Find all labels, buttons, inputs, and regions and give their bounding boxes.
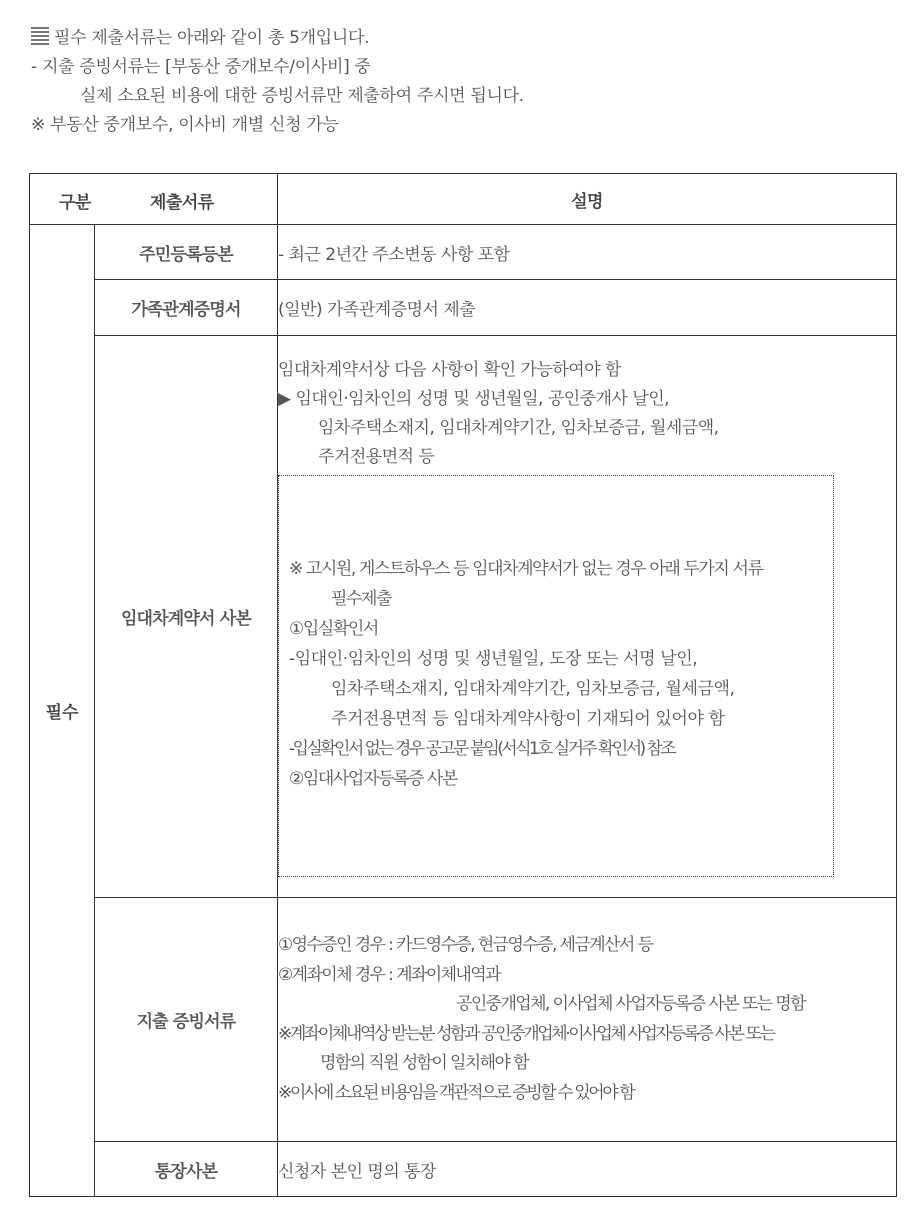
doc-desc-resident-registration: - 최근 2년간 주소변동 사항 포함 — [278, 225, 897, 280]
intro-notes — [31, 24, 891, 140]
desc-line: ※계좌이체내역상 받는분 성함과 공인중개업체·이사업체 사업자등록증 사본 또는 — [278, 1023, 774, 1044]
doc-name-bankbook-copy: 통장사본 — [95, 1142, 278, 1197]
doc-desc-bankbook-copy: 신청자 본인 명의 통장 — [278, 1142, 897, 1197]
notice-line: 필수제출 — [331, 589, 392, 609]
table-header-row — [30, 174, 897, 225]
group-label-required: 필수 — [30, 225, 95, 1197]
intro-line-1 — [31, 24, 891, 53]
intro-line-3: 실제 소요된 비용에 대한 증빙서류만 제출하여 주시면 됩니다. — [80, 86, 524, 106]
required-documents-table — [29, 173, 897, 1197]
header-document: 제출서류 — [150, 193, 214, 213]
desc-line: ※이사에 소요된 비용임을 객관적으로 증빙할 수 있어야 함 — [278, 1082, 634, 1103]
notice-line: ※ 고시원, 게스트하우스 등 임대차계약서가 없는 경우 아래 두가지 서류 — [289, 559, 763, 579]
doc-desc-expense-evidence — [278, 898, 897, 1142]
doc-name-expense-evidence: 지출 증빙서류 — [95, 898, 278, 1142]
desc-line: 임대차계약서상 다음 사항이 확인 가능하여야 함 — [278, 360, 621, 380]
table-row — [30, 1142, 897, 1197]
intro-line-2: - 지출 증빙서류는 [부동산 중개보수/이사비] 중 — [31, 57, 371, 77]
desc-line: 주거전용면적 등 — [318, 447, 435, 467]
table-row — [30, 225, 897, 280]
table-row — [30, 336, 897, 898]
doc-name-family-relation: 가족관계증명서 — [95, 280, 278, 336]
table-row — [30, 898, 897, 1142]
desc-line: 임차주택소재지, 임대차계약기간, 임차보증금, 월세금액, — [318, 418, 719, 438]
header-category: 구분 — [59, 193, 91, 213]
desc-line: 명함의 직원 성함이 일치해야 함 — [320, 1053, 528, 1073]
notice-line: -임대인·임차인의 성명 및 생년월일, 도장 또는 서명 날인, — [289, 649, 698, 669]
doc-desc-lease-contract — [278, 336, 897, 898]
header-category-document — [30, 174, 278, 225]
desc-line: 공인중개업체, 이사업체 사업자등록증 사본 또는 명함 — [456, 994, 805, 1014]
notice-line: ①입실확인서 — [289, 619, 378, 639]
notice-line: 주거전용면적 등 임대차계약사항이 기재되어 있어야 함 — [331, 709, 725, 729]
desc-line: ▶ 임대인·임차인의 성명 및 생년월일, 공인중개사 날인, — [278, 389, 670, 409]
desc-line: ②계좌이체 경우 : 계좌이체내역과 — [278, 964, 500, 985]
intro-summary-text: 필수 제출서류는 아래와 같이 총 5개입니다. — [54, 28, 370, 48]
desc-line: ①영수증인 경우 : 카드영수증, 현금영수증, 세금계산서 등 — [278, 935, 653, 955]
header-description: 설명 — [278, 174, 897, 225]
table-row — [30, 280, 897, 336]
doc-name-resident-registration: 주민등록등본 — [95, 225, 278, 280]
notice-line: ②임대사업자등록증 사본 — [289, 769, 458, 789]
notice-line: -입실확인서 없는 경우 공고문 붙임(서식1호 실거주 확인서) 참조 — [289, 739, 674, 759]
notice-line: 임차주택소재지, 임대차계약기간, 임차보증금, 월세금액, — [331, 679, 735, 699]
doc-name-lease-contract: 임대차계약서 사본 — [95, 336, 278, 898]
list-icon — [31, 27, 49, 46]
no-contract-notice-box — [278, 475, 834, 877]
doc-desc-family-relation: (일반) 가족관계증명서 제출 — [278, 280, 897, 336]
intro-line-4: ※ 부동산 중개보수, 이사비 개별 신청 가능 — [31, 115, 339, 135]
